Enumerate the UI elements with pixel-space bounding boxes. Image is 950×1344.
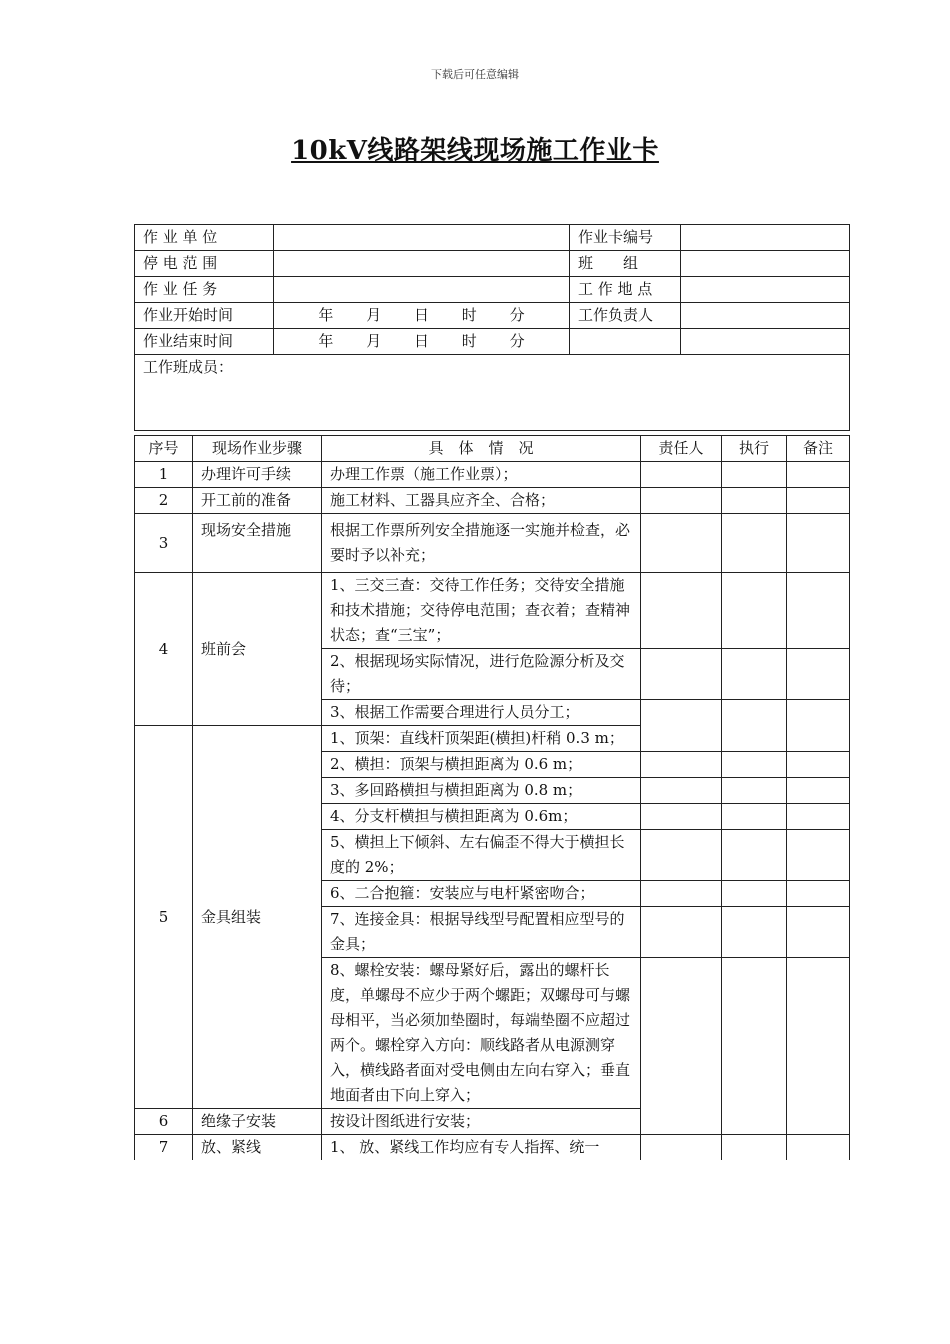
steps-table — [134, 435, 850, 1160]
step-detail: 4、分支杆横担与横担距离为 0.6m； — [322, 804, 641, 830]
step-detail: 8、螺栓安装：螺母紧好后，露出的螺杆长度，单螺母不应少于两个螺距；双螺母可与螺母相平，当必须加垫圈时，每端垫圈不应超过两个。螺栓穿入方向：顺线路者从电源测穿入，横线路者面对受电侧由左向右穿入；垂直地面者由下向上穿入； — [322, 958, 641, 1109]
owner-cell[interactable] — [641, 462, 722, 488]
team-label: 班 组 — [570, 251, 681, 277]
steps-header-row — [135, 436, 850, 462]
exec-cell[interactable] — [722, 881, 787, 907]
step-detail: 6、二合抱箍：安装应与电杆紧密吻合； — [322, 881, 641, 907]
owner-cell[interactable] — [641, 778, 722, 804]
start-minute: 分 — [509, 306, 525, 324]
end-year: 年 — [318, 332, 334, 350]
remark-cell[interactable] — [787, 830, 850, 881]
step-name: 开工前的准备 — [193, 488, 322, 514]
end-minute: 分 — [509, 332, 525, 350]
start-label: 作业开始时间 — [135, 303, 274, 329]
exec-cell[interactable] — [722, 514, 787, 573]
step-name: 现场安全措施 — [193, 514, 322, 573]
exec-cell[interactable] — [722, 907, 787, 958]
task-label: 作 业 任 务 — [135, 277, 274, 303]
start-hour: 时 — [461, 306, 477, 324]
col-header-remark: 备注 — [787, 436, 850, 462]
card-no-value[interactable] — [681, 225, 850, 251]
start-day: 日 — [413, 306, 429, 324]
step-name: 金具组装 — [193, 726, 322, 1109]
leader-label: 工作负责人 — [570, 303, 681, 329]
outage-label: 停 电 范 围 — [135, 251, 274, 277]
owner-cell[interactable] — [641, 649, 722, 700]
start-datetime[interactable] — [274, 303, 570, 329]
members-label: 工作班成员： — [143, 358, 234, 376]
remark-cell[interactable] — [787, 573, 850, 649]
exec-cell[interactable] — [722, 958, 787, 1135]
owner-cell[interactable] — [641, 804, 722, 830]
info-row-unit — [135, 225, 850, 251]
owner-cell[interactable] — [641, 514, 722, 573]
remark-cell[interactable] — [787, 514, 850, 573]
step-detail: 1、三交三查：交待工作任务；交待安全措施和技术措施；交待停电范围；查衣着；查精神状态；查“三宝”； — [322, 573, 641, 649]
remark-cell[interactable] — [787, 958, 850, 1135]
owner-cell[interactable] — [641, 488, 722, 514]
remark-cell[interactable] — [787, 804, 850, 830]
step-no: 2 — [135, 488, 193, 514]
col-header-no: 序号 — [135, 436, 193, 462]
remark-cell[interactable] — [787, 752, 850, 778]
start-month: 月 — [366, 306, 382, 324]
step-no: 4 — [135, 573, 193, 726]
exec-cell[interactable] — [722, 573, 787, 649]
step-name: 办理许可手续 — [193, 462, 322, 488]
step-no: 1 — [135, 462, 193, 488]
info-row-members — [135, 355, 850, 431]
exec-cell[interactable] — [722, 804, 787, 830]
step-detail: 根据工作票所列安全措施逐一实施并检查，必要时予以补充； — [322, 514, 641, 573]
leader-value[interactable] — [681, 303, 850, 329]
step-detail: 1、 放、紧线工作均应有专人指挥、统一 — [322, 1135, 641, 1161]
team-value[interactable] — [681, 251, 850, 277]
info-row-start — [135, 303, 850, 329]
remark-cell[interactable] — [787, 462, 850, 488]
end-datetime[interactable] — [274, 329, 570, 355]
step-detail: 7、连接金具：根据导线型号配置相应型号的金具； — [322, 907, 641, 958]
owner-cell[interactable] — [641, 907, 722, 958]
blank-cell — [681, 329, 850, 355]
remark-cell[interactable] — [787, 649, 850, 700]
step-detail: 按设计图纸进行安装； — [322, 1109, 641, 1135]
start-year: 年 — [318, 306, 334, 324]
step-name: 绝缘子安装 — [193, 1109, 322, 1135]
step-no: 6 — [135, 1109, 193, 1135]
end-label: 作业结束时间 — [135, 329, 274, 355]
members-cell[interactable] — [135, 355, 850, 431]
step-row-3 — [135, 514, 850, 573]
exec-cell[interactable] — [722, 488, 787, 514]
step-detail: 3、多回路横担与横担距离为 0.8 m； — [322, 778, 641, 804]
outage-value[interactable] — [274, 251, 570, 277]
step-row-2 — [135, 488, 850, 514]
col-header-owner: 责任人 — [641, 436, 722, 462]
exec-cell[interactable] — [722, 462, 787, 488]
owner-cell[interactable] — [641, 958, 722, 1135]
unit-label: 作 业 单 位 — [135, 225, 274, 251]
remark-cell[interactable] — [787, 488, 850, 514]
step-no: 3 — [135, 514, 193, 573]
step-detail: 办理工作票（施工作业票）； — [322, 462, 641, 488]
step-detail: 2、根据现场实际情况，进行危险源分析及交待； — [322, 649, 641, 700]
step-detail: 施工材料、工器具应齐全、合格； — [322, 488, 641, 514]
remark-cell[interactable] — [787, 1135, 850, 1161]
col-header-step: 现场作业步骤 — [193, 436, 322, 462]
col-header-exec: 执行 — [722, 436, 787, 462]
owner-cell[interactable] — [641, 1135, 722, 1161]
exec-cell[interactable] — [722, 700, 787, 752]
step-name: 班前会 — [193, 573, 322, 726]
remark-cell[interactable] — [787, 907, 850, 958]
step-detail: 2、横担：顶架与横担距离为 0.6 m； — [322, 752, 641, 778]
card-no-label: 作业卡编号 — [570, 225, 681, 251]
task-value[interactable] — [274, 277, 570, 303]
end-day: 日 — [413, 332, 429, 350]
step-name: 放、紧线 — [193, 1135, 322, 1161]
remark-cell[interactable] — [787, 778, 850, 804]
owner-cell[interactable] — [641, 881, 722, 907]
header-note: 下载后可任意编辑 — [431, 68, 519, 81]
exec-cell[interactable] — [722, 752, 787, 778]
exec-cell[interactable] — [722, 649, 787, 700]
info-row-task — [135, 277, 850, 303]
end-month: 月 — [366, 332, 382, 350]
site-label: 工 作 地 点 — [570, 277, 681, 303]
owner-cell[interactable] — [641, 700, 722, 752]
step-detail: 5、横担上下倾斜、左右偏歪不得大于横担长度的 2%； — [322, 830, 641, 881]
end-hour: 时 — [461, 332, 477, 350]
step-row-7 — [135, 1135, 850, 1161]
step-detail: 1、顶架：直线杆顶架距(横担)杆稍 0.3 m； — [322, 726, 641, 752]
step-row-4 — [135, 573, 850, 649]
owner-cell[interactable] — [641, 573, 722, 649]
info-table — [134, 224, 850, 431]
remark-cell[interactable] — [787, 700, 850, 752]
site-value[interactable] — [681, 277, 850, 303]
remark-cell[interactable] — [787, 881, 850, 907]
blank-cell — [570, 329, 681, 355]
step-no: 5 — [135, 726, 193, 1109]
col-header-detail: 具 体 情 况 — [322, 436, 641, 462]
unit-value[interactable] — [274, 225, 570, 251]
exec-cell[interactable] — [722, 830, 787, 881]
info-row-outage — [135, 251, 850, 277]
step-no: 7 — [135, 1135, 193, 1161]
step-detail: 3、根据工作需要合理进行人员分工； — [322, 700, 641, 726]
exec-cell[interactable] — [722, 778, 787, 804]
owner-cell[interactable] — [641, 752, 722, 778]
step-row-1 — [135, 462, 850, 488]
exec-cell[interactable] — [722, 1135, 787, 1161]
owner-cell[interactable] — [641, 830, 722, 881]
page-title: 10kV线路架线现场施工作业卡 — [291, 136, 659, 166]
info-row-end — [135, 329, 850, 355]
